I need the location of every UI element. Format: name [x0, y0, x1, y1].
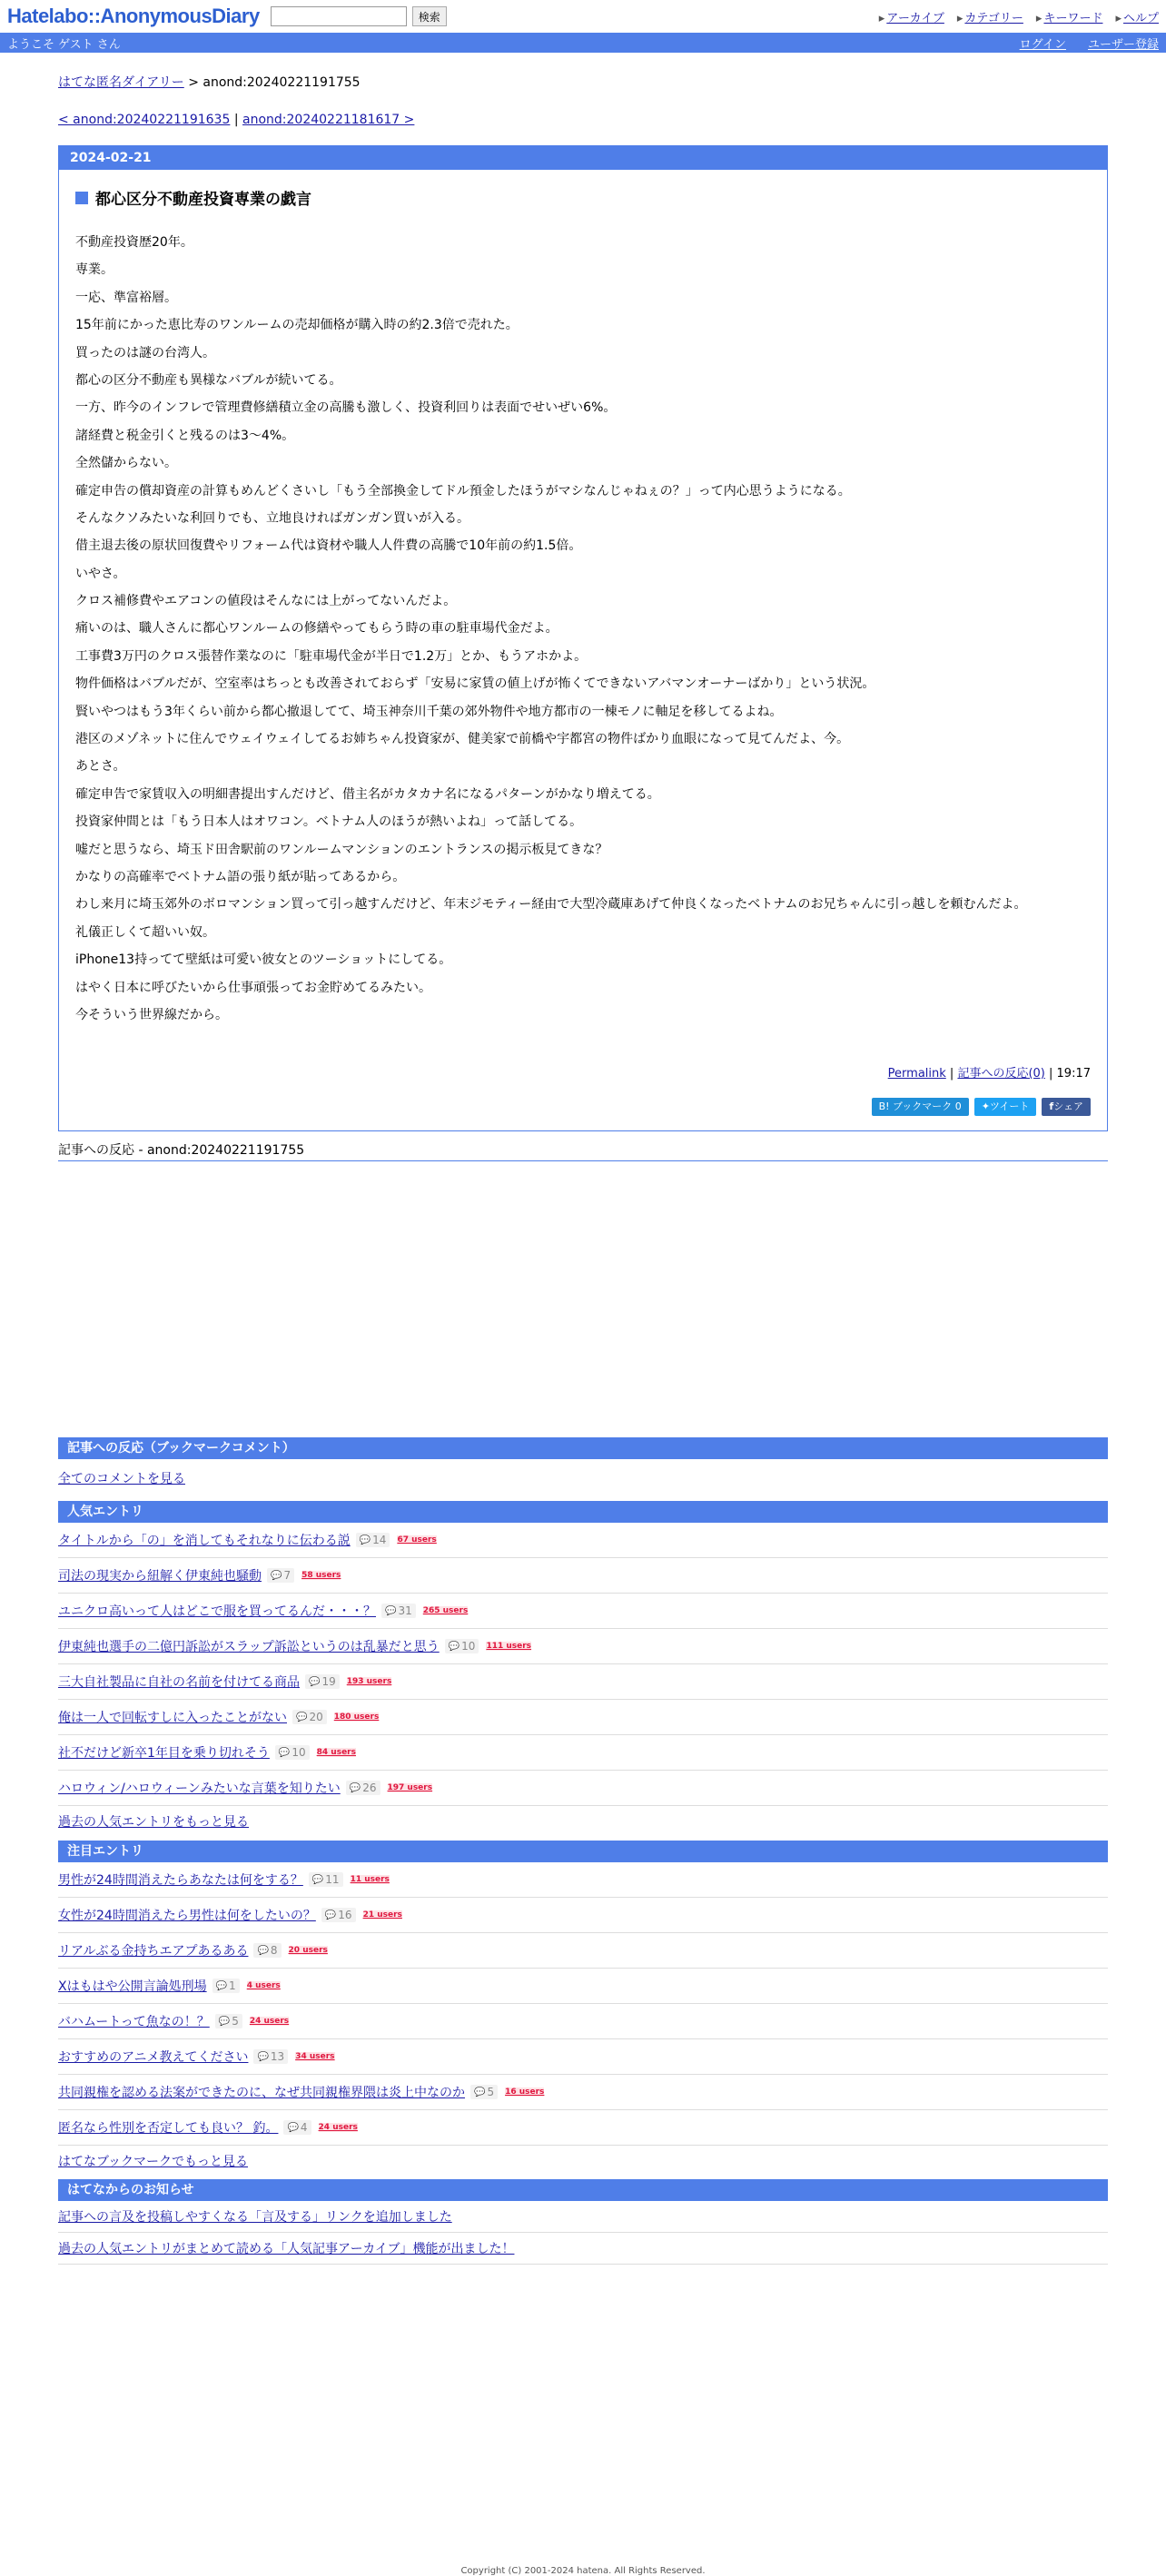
entry-list-item: [58, 2075, 1108, 2110]
entry-title: 都心区分不動産投資専業の戯言: [95, 191, 311, 209]
bookmark-users-badge[interactable]: 67 users: [397, 1535, 437, 1545]
notices-section: [58, 2179, 1108, 2265]
entry-line: 投資家仲間とは「もう日本人はオワコン。ベトナム人のほうが熱いよね」って話してる。: [75, 814, 583, 830]
entry-list-link[interactable]: 俺は一人で回転すしに入ったことがない: [58, 1711, 287, 1725]
popular-more-row: [58, 1806, 1108, 1837]
entry-list-link[interactable]: 男性が24時間消えたらあなたは何をする？: [58, 1873, 303, 1888]
entry-line: 買ったのは謎の台湾人。: [75, 345, 215, 360]
bookmark-users-badge[interactable]: 180 users: [333, 1712, 380, 1722]
bookmark-users-badge[interactable]: 21 users: [362, 1910, 402, 1920]
entry-line: 確定申告で家賃収入の明細書提出すんだけど、借主名がカタカナ名になるパターンがかなり増えてる。: [75, 786, 660, 802]
entry-line: 専業。: [75, 262, 114, 278]
entry-line: iPhone13持ってて壁紙は可愛い彼女とのツーショットにしてる。: [75, 952, 452, 968]
copyright: Copyright (C) 2001-2024 hatena. All Rights Reserved.: [460, 2566, 706, 2576]
entry-list-item: [58, 2039, 1108, 2075]
entry-date: 2024-02-21: [59, 146, 1107, 170]
notice-item: [58, 2201, 1108, 2233]
entry-list-link[interactable]: ユニクロ高いって人はどこで服を買ってるんだ・・・？: [58, 1604, 376, 1619]
entry-line: 工事費3万円のクロス張替作業なのに「駐車場代金が半日で1.2万」とか、もうアホかよ。: [75, 648, 588, 664]
search-input[interactable]: [271, 6, 407, 26]
user-bar: [0, 33, 1166, 53]
breadcrumb-home[interactable]: はてな匿名ダイアリー: [58, 75, 184, 90]
entry-line: 今そういう世界線だから。: [75, 1007, 228, 1022]
comment-count[interactable]: 💬 5: [470, 2085, 498, 2099]
entry-line: 港区のメゾネットに住んでウェイウェイしてるお姉ちゃん投資家が、健美家で前橋や宇都宮の物件ばかり血眼になって見てんだよ、今。: [75, 732, 850, 747]
bookmark-comments-section: [58, 1437, 1108, 1494]
entry-body: [75, 229, 1107, 1029]
entry-list-item: [58, 1594, 1108, 1629]
prev-next-separator: |: [230, 113, 243, 127]
entry-line: あとさ。: [75, 759, 126, 775]
entry-list-link[interactable]: 伊東純也選手の二億円訴訟がスラップ訴訟というのは乱暴だと思う: [58, 1640, 440, 1654]
entry-list-link[interactable]: 共同親権を認める法案ができたのに、なぜ共同親権界隈は炎上中なのか: [58, 2086, 465, 2100]
entry-list-link[interactable]: ハロウィン/ハロウィーンみたいな言葉を知りたい: [58, 1781, 341, 1796]
comment-count[interactable]: 💬 19: [305, 1674, 340, 1689]
entry-list-link[interactable]: 女性が24時間消えたら男性は何をしたいの？: [58, 1909, 316, 1923]
entry-line: 物件価格はバブルだが、空室率はちっとも改善されておらず「安易に家賃の値上げが怖くてできないアバマンオーナーばかり」という状況。: [75, 676, 875, 692]
entry-footer: Permalink | 記事への反応(0) | 19:17: [887, 1067, 1091, 1081]
nav-archive[interactable]: ▸ アーカイブ: [879, 8, 944, 25]
entry-line: かなりの高確率でベトナム語の張り紙が貼ってあるから。: [75, 869, 406, 884]
entry-list-link[interactable]: 社不だけど新卒1年目を乗り切れそう: [58, 1746, 270, 1761]
breadcrumb-separator: >: [183, 75, 203, 90]
entry-line: 一応、準富裕層。: [75, 290, 177, 305]
notice-item: [58, 2233, 1108, 2265]
nav-help[interactable]: ▸ ヘルプ: [1115, 8, 1159, 25]
tweet-label: ツイート: [989, 1100, 1030, 1112]
entry-list-item: [58, 1523, 1108, 1558]
comment-count[interactable]: 💬 4: [283, 2120, 311, 2135]
comment-count[interactable]: 💬 8: [253, 1943, 281, 1958]
entry-line: 都心の区分不動産も異様なバブルが続いてる。: [75, 372, 342, 388]
entry-list-item: [58, 1700, 1108, 1735]
comment-count[interactable]: 💬 1: [212, 1979, 240, 1993]
header: [0, 0, 1166, 33]
permalink[interactable]: Permalink: [887, 1067, 946, 1081]
comment-count[interactable]: 💬 14: [356, 1533, 390, 1547]
entry-list-item: [58, 1735, 1108, 1771]
next-entry-link[interactable]: anond:20240221181617 >: [242, 113, 415, 127]
entry-line: 借主退去後の原状回復費やリフォーム代は資材や職人人件費の高騰で10年前の約1.5倍。: [75, 538, 582, 554]
comment-count[interactable]: 💬 26: [346, 1781, 380, 1795]
entry-box: [58, 145, 1108, 1131]
notices-header: はてなからのお知らせ: [58, 2179, 1108, 2201]
reaction-link[interactable]: 記事への反応(0): [957, 1067, 1045, 1081]
attention-list: [58, 1862, 1108, 2146]
welcome-text: ようこそ ゲスト さん: [7, 37, 121, 52]
entry-line: 痛いのは、職人さんに都心ワンルームの修繕やってもらう時の車の駐車場代金だよ。: [75, 621, 558, 637]
comment-count[interactable]: 💬 10: [275, 1745, 310, 1760]
bookmark-users-badge[interactable]: 34 users: [295, 2052, 335, 2061]
entry-list-link[interactable]: バハムートって魚なの！？: [58, 2015, 210, 2029]
tweet-button[interactable]: [974, 1098, 1037, 1116]
entry-line: 諸経費と税金引くと残るのは3〜4%。: [75, 428, 295, 443]
nav-keyword[interactable]: ▸ キーワード: [1036, 8, 1103, 25]
bookmark-users-badge[interactable]: 4 users: [246, 1981, 281, 1990]
entry-time: 19:17: [1056, 1067, 1091, 1081]
entry-list-item: [58, 1969, 1108, 2004]
entry-line: 確定申告の償却資産の計算もめんどくさいし「もう全部換金してドル預金したほうがマシなんじゃねぇの？」って内心思うようになる。: [75, 483, 851, 498]
entry-list-item: [58, 1862, 1108, 1898]
all-comments-row: [58, 1463, 1108, 1494]
entry-list-item: [58, 1558, 1108, 1594]
entry-list-item: [58, 1933, 1108, 1969]
entry-title-row: [75, 186, 1107, 209]
notice-link-2[interactable]: 過去の人気エントリがまとめて読める「人気記事アーカイブ」機能が出ました！: [58, 2242, 515, 2256]
twitter-icon: ✦: [981, 1100, 990, 1112]
bookmark-users-badge[interactable]: 16 users: [505, 2087, 545, 2097]
attention-more-link[interactable]: はてなブックマークでもっと見る: [58, 2155, 249, 2169]
comment-count[interactable]: 💬 31: [381, 1604, 416, 1618]
popular-more-link[interactable]: 過去の人気エントリをもっと見る: [58, 1815, 249, 1830]
prev-next-nav: [58, 113, 1108, 127]
comment-count[interactable]: 💬 11: [309, 1872, 343, 1887]
bookmark-users-badge[interactable]: 20 users: [288, 1946, 328, 1955]
bookmark-users-badge[interactable]: 24 users: [318, 2123, 358, 2132]
facebook-label: シェア: [1053, 1100, 1083, 1112]
entry-list-item: [58, 2110, 1108, 2146]
popular-list: [58, 1523, 1108, 1806]
bookmark-users-badge[interactable]: 58 users: [301, 1571, 341, 1580]
popular-section: [58, 1501, 1108, 1837]
entry-list-item: [58, 1898, 1108, 1933]
entry-line: いやさ。: [75, 566, 126, 581]
entry-list-item: [58, 1771, 1108, 1806]
comment-count[interactable]: 💬 5: [215, 2014, 242, 2028]
reactions-title: 記事への反応 - anond:20240221191755: [58, 1140, 1108, 1161]
entry-list-link[interactable]: タイトルから「の」を消してもそれなりに伝わる説: [58, 1534, 351, 1548]
entry-line: クロス補修費やエアコンの値段はそんなには上がってないんだよ。: [75, 594, 457, 609]
title-square-icon: [75, 192, 88, 204]
notice-link-1[interactable]: 記事への言及を投稿しやすくなる「言及する」リンクを追加しました: [58, 2210, 452, 2225]
bookmark-button[interactable]: B! ブックマーク 0: [872, 1098, 969, 1116]
entry-line: 嘘だと思うなら、埼玉ド田舎駅前のワンルームマンションのエントランスの掲示板見てきな？: [75, 842, 608, 857]
breadcrumb: [58, 73, 1108, 91]
bookmark-users-badge[interactable]: 193 users: [346, 1677, 392, 1686]
comment-count[interactable]: 💬 7: [267, 1568, 294, 1583]
all-comments-link[interactable]: 全てのコメントを見る: [58, 1472, 185, 1486]
entry-line: 賢いやつはもう3年くらい前から都心撤退してて、埼玉神奈川千葉の郊外物件や地方都市の一棟モノに軸足を移してるよね。: [75, 704, 783, 719]
register-link[interactable]: ユーザー登録: [1087, 37, 1159, 52]
entry-list-link[interactable]: おすすめのアニメ教えてください: [58, 2050, 249, 2065]
entry-list-link[interactable]: 三大自社製品に自社の名前を付けてる商品: [58, 1675, 300, 1690]
entry-list-item: [58, 1629, 1108, 1664]
bookmark-users-badge[interactable]: 111 users: [486, 1642, 532, 1651]
bookmark-users-badge[interactable]: 197 users: [387, 1783, 433, 1792]
popular-header: 人気エントリ: [58, 1501, 1108, 1523]
comment-count[interactable]: 💬 13: [253, 2049, 288, 2064]
attention-header: 注目エントリ: [58, 1841, 1108, 1862]
entry-line: 不動産投資歴20年。: [75, 235, 193, 250]
entry-line: はやく日本に呼びたいから仕事頑張ってお金貯めてるみたい。: [75, 980, 431, 995]
entry-line: 一方、昨今のインフレで管理費修繕積立金の高騰も激しく、投資利回りは表面でせいぜい6%。: [75, 400, 617, 416]
entry-line: そんなクソみたいな利回りでも、立地良ければガンガン買いが入る。: [75, 510, 469, 526]
comment-count[interactable]: 💬 20: [292, 1710, 327, 1724]
entry-list-link[interactable]: 司法の現実から紐解く伊東純也騒動: [58, 1569, 262, 1584]
entry-line: 全然儲からない。: [75, 456, 177, 471]
attention-section: [58, 1841, 1108, 2176]
entry-list-link[interactable]: リアルぶる金持ちエアプあるある: [58, 1944, 249, 1959]
bookmark-users-badge[interactable]: 265 users: [422, 1606, 469, 1615]
bookmark-users-badge[interactable]: 11 users: [350, 1875, 390, 1884]
bookmark-users-badge[interactable]: 24 users: [249, 2017, 290, 2026]
entry-line: 15年前にかった恵比寿のワンルームの売却価格が購入時の約2.3倍で売れた。: [75, 318, 519, 333]
login-link[interactable]: ログイン: [1019, 37, 1066, 52]
entry-list-link[interactable]: 匿名なら性別を否定しても良い？ 釣。: [58, 2121, 279, 2136]
share-buttons: [872, 1098, 1091, 1116]
comment-count[interactable]: 💬 10: [445, 1639, 479, 1653]
comment-count[interactable]: 💬 16: [321, 1908, 356, 1922]
bookmark-users-badge[interactable]: 84 users: [316, 1748, 356, 1757]
bookmark-comments-header: 記事への反応（ブックマークコメント）: [58, 1437, 1108, 1459]
top-nav: [879, 8, 1159, 25]
entry-line: 礼儀正しくて超いい奴。: [75, 924, 215, 940]
breadcrumb-current: anond:20240221191755: [203, 75, 361, 90]
facebook-share-button[interactable]: [1042, 1098, 1091, 1116]
prev-entry-link[interactable]: < anond:20240221191635: [58, 113, 231, 127]
entry-list-item: [58, 1664, 1108, 1700]
site-logo[interactable]: Hatelabo::AnonymousDiary: [7, 5, 260, 27]
facebook-icon: f: [1049, 1100, 1054, 1112]
nav-category[interactable]: ▸ カテゴリー: [957, 8, 1023, 25]
search-button[interactable]: 検索: [412, 6, 447, 26]
entry-line: わし来月に埼玉郊外のボロマンション買って引っ越すんだけど、年末ジモティー経由で大型冷蔵庫あげて仲良くなったベトナムのお兄ちゃんに引っ越しを頼むんだよ。: [75, 897, 1027, 913]
entry-list-link[interactable]: Xはもはや公開言論処刑場: [58, 1979, 207, 1994]
entry-list-item: [58, 2004, 1108, 2039]
attention-more-row: [58, 2146, 1108, 2176]
